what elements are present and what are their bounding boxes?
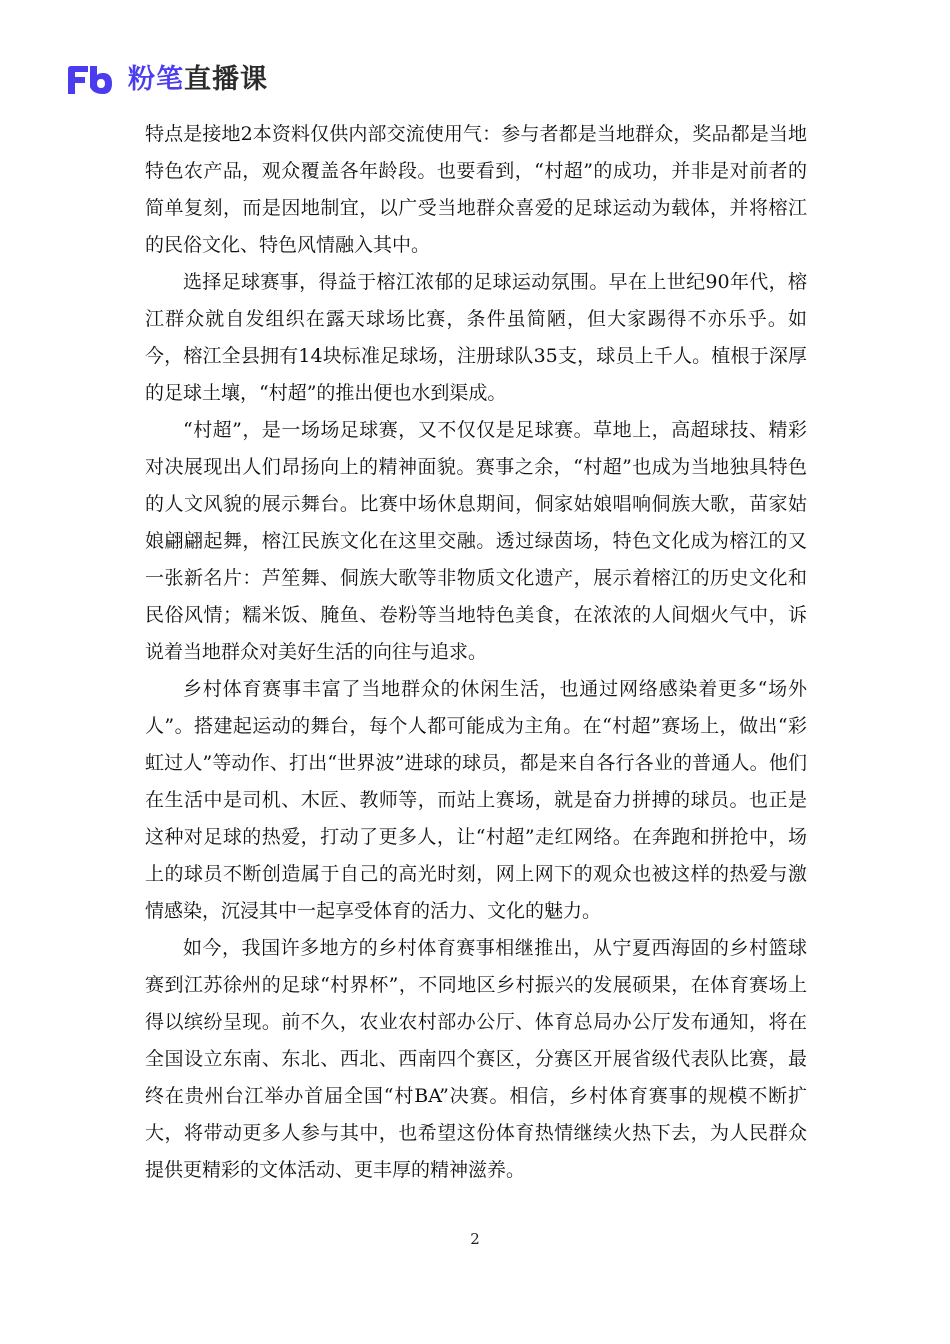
- page-header: [66, 62, 268, 98]
- fb-logo-icon: [66, 65, 114, 95]
- paragraph: 特点是接地2本资料仅供内部交流使用气：参与者都是当地群众，奖品都是当地特色农产品，观众覆盖各年龄段。也要看到，“村超”的成功，并非是对前者的简单复刻，而是因地制宜，以广受当地群众喜爱的足球运动为载体，并将榕江的民俗文化、特色风情融入其中。: [145, 123, 807, 256]
- page-number: 2: [470, 1230, 480, 1248]
- paragraph: “村超”，是一场场足球赛，又不仅仅是足球赛。草地上，高超球技、精彩对决展现出人们昂扬向上的精神面貌。赛事之余，“村超”也成为当地独具特色的人文风貌的展示舞台。比赛中场休息期间，侗家姑娘唱响侗族大歌，苗家姑娘翩翩起舞，榕江民族文化在这里交融。透过绿茵场，特色文化成为榕江的又一张新名片：芦笙舞、侗族大歌等非物质文化遗产，展示着榕江的历史文化和民俗风情；糯米饭、腌鱼、卷粉等当地特色美食，在浓浓的人间烟火气中，诉说着当地群众对美好生活的向往与追求。: [145, 419, 807, 663]
- brand-accent: 粉笔: [128, 64, 184, 95]
- brand-name: [128, 62, 268, 98]
- paragraph: 乡村体育赛事丰富了当地群众的休闲生活，也通过网络感染着更多“场外人”。搭建起运动的舞台，每个人都可能成为主角。在“村超”赛场上，做出“彩虹过人”等动作、打出“世界波”进球的球员，都是来自各行各业的普通人。他们在生活中是司机、木匠、教师等，而站上赛场，就是奋力拼搏的球员。也正是这种对足球的热爱，打动了更多人，让“村超”走红网络。在奔跑和拼抢中，场上的球员不断创造属于自己的高光时刻，网上网下的观众也被这样的热爱与激情感染，沉浸其中一起享受体育的活力、文化的魅力。: [145, 678, 807, 922]
- paragraph: 选择足球赛事，得益于榕江浓郁的足球运动氛围。早在上世纪90年代，榕江群众就自发组织在露天球场比赛，条件虽简陋，但大家踢得不亦乐乎。如今，榕江全县拥有14块标准足球场，注册球队35支，球员上千人。植根于深厚的足球土壤，“村超”的推出便也水到渠成。: [145, 271, 807, 404]
- brand-rest: 直播课: [184, 64, 268, 95]
- article-body: [145, 116, 807, 1189]
- paragraph: 如今，我国许多地方的乡村体育赛事相继推出，从宁夏西海固的乡村篮球赛到江苏徐州的足球“村界杯”，不同地区乡村振兴的发展硕果，在体育赛场上得以缤纷呈现。前不久，农业农村部办公厅、体育总局办公厅发布通知，将在全国设立东南、东北、西北、西南四个赛区，分赛区开展省级代表队比赛，最终在贵州台江举办首届全国“村BA”决赛。相信，乡村体育赛事的规模不断扩大，将带动更多人参与其中，也希望这份体育热情继续火热下去，为人民群众提供更精彩的文体活动、更丰厚的精神滋养。: [145, 937, 807, 1181]
